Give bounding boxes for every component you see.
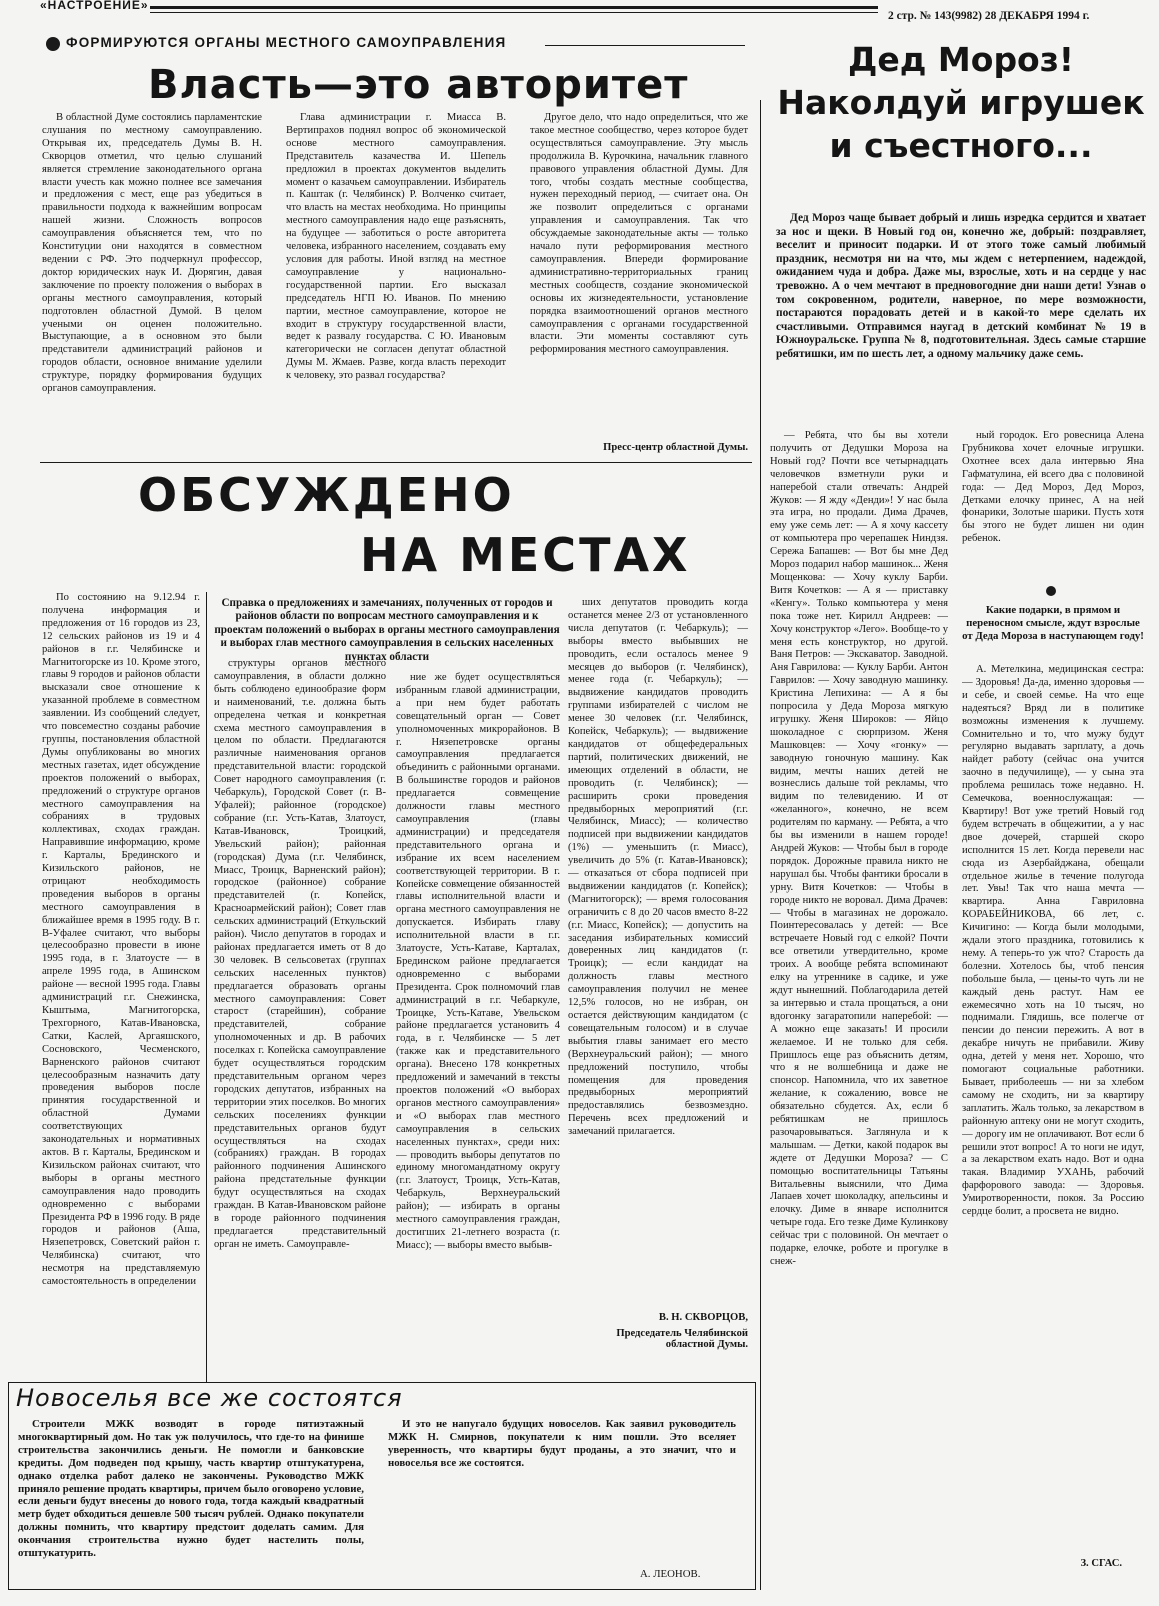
article3-col2-text: И это не напугало будущих новоселов. Как заявил руководитель МЖК Н. Смирнов, покупатели к ним пошли. Это вселяет уверенность, что квартиры будут проданы, а это значит, что и новоселья все же состоятся. bbox=[388, 1418, 736, 1469]
article1-headline: Власть—это авторитет bbox=[148, 62, 689, 108]
article4-headline bbox=[776, 38, 1146, 167]
article4-col2-text: ный городок. Его ровесница Алена Грубникова хочет елочные игрушки. Охотнее всех дала интервью Яна Гафматулина, ей всего два с половиной года: — Дед Мороз, Дед Мороз, Детками елочку принес, А на ней фонарики, Золотые шарики. Пусть хотя бы этого не будет лишен ни один ребенок. bbox=[962, 430, 1144, 545]
article1-col2 bbox=[286, 112, 506, 452]
article2-col-rule bbox=[206, 592, 207, 1382]
divider-vertical-right bbox=[760, 100, 761, 1590]
article2-col1-text: По состоянию на 9.12.94 г. получена информация и предложения от 16 городов из 23, 12 сельских районов из 19 и 4 районов в г.г. Челябинске и Магнитогорске из 10. Кроме этого, главы 9 городов и районов области высказали свое отношение к указанной проблеме в совместном заявлении. Из сообщений следует, что повсеместно созданы рабочие группы, постановления областной Думы опубликованы во многих местных газетах, идет обсуждение проектов положений о выборах, предложений о структуре органов местного самоуправления на собраниях в трудовых коллективах, сходах граждан. Направившие информацию, кроме г. Карталы, Брединского и Кизильского районов, не отрицают необходимость проведения выборов в органы местного самоуправления в ближайшее время в 1995 году. В г. В-Уфалее считают, что выборы целесообразно провести в июне 1995 года, в г. Златоусте — в апреле 1995 года, в Ашинском районе — весной 1995 года. Главы администраций г.г. Снежинска, Кыштыма, Магнитогорска, Трехгорного, Катав-Ивановска, Сатки, Каслей, Аргаяшского, Сосновского, Чесменского, Варненского районов считают целесообразным назначить дату проведения выборов после принятия государственной и областной Думами соответствующих законодательных и нормативных актов. В г. Карталы, Брединском и Кизильском районах считают, что выборы в органы местного самоуправления надо проводить одновременно с выборами Президента РФ в 1996 году. В ряде городов и районов (Аша, Нязепетровск, Советский район г. Челябинска) считают, что несмотря на представляемую самостоятельность в определении bbox=[42, 592, 200, 1288]
article4-col2 bbox=[962, 430, 1144, 578]
divider-article1-bottom bbox=[40, 462, 752, 463]
article2-signature-title: Председатель Челябинской областной Думы. bbox=[616, 1328, 748, 1350]
article2-col1 bbox=[42, 592, 200, 1390]
rubric-text: ФОРМИРУЮТСЯ ОРГАНЫ МЕСТНОГО САМОУПРАВЛЕНИЯ bbox=[66, 35, 507, 50]
article2-col4-text: ших депутатов проводить когда останется менее 2/3 от установленного числа депутатов (г. Чебаркуль); — выборы вместо выбывших не проводить, если осталось менее 9 месяцев до выборов (г. Челябинск), менее года (г. Чебаркуль); — выдвижение кандидатов проводить группами избирателей с числом не менее 30 человек (г.г. Челябинск, Копейск, Чебаркуль); — выдвижение кандидатов от общефедеральных партий, политических движений, не имеющих отделений в области, не проводить (г. Челябинск); — расширить сроки проведения предвыборных мероприятий (г.г. Челябинск, Миасс); — количество подписей при выдвижении кандидатов (1%) — уменьшить (г. Миасс), увеличить до 5% (г. Катав-Ивановск); — отказаться от сбора подписей при выдвижении кандидатов (г. Копейск); (Магнитогорск); — время голосования ограничить с 8 до 20 часов вместо 8-22 (г.г. Миасс, Копейск); — допустить на заседания избирательных комиссий доверенных лиц кандидатов (г. Троицк); — если кандидат на должность главы местного самоуправления получил не менее 12,5% голосов, но не избран, он остается действующим кандидатом (с совещательным голосом) и в случае выбытия главы занимает его место (Верхнеуральский район); — много предложений поступило, чтобы помещения для проведения предвыборных мероприятий предоставлялись безвозмездно. Перечень всех предложений и замечаний прилагается. bbox=[568, 597, 748, 1138]
article1-col3 bbox=[530, 112, 748, 434]
article2-headline-line2: НА МЕСТАХ bbox=[360, 528, 691, 582]
article2-intro: Справка о предложениях и замечаниях, полученных от городов и районов области по вопросам местного самоуправления и к проектам положений о выборах в органы местного самоуправления и выборах глав местного самоуправления в сельских населенных пунктах области bbox=[214, 597, 560, 663]
masthead-paper-name: «НАСТРОЕНИЕ» bbox=[40, 0, 149, 12]
article3-headline: Новоселья все же состоятся bbox=[16, 1384, 403, 1412]
article4-question: Какие подарки, в прямом и переносном смысле, ждут взрослые от Деда Мороза в наступающем году! bbox=[962, 604, 1144, 642]
article4-col1 bbox=[770, 430, 948, 1600]
article1-col3-text: Другое дело, что надо определиться, что же такое местное сообщество, через которое будет осуществляться самоуправление. Эту мысль продолжила В. Курочкина, начальник главного правового управления областной Думы. Для того, чтобы создать местные сообщества, нужен переходный период, — считает она. Он же позволит определиться с органами управления и самоуправления. Так что обсуждаемые законодательные акты — только начало пути реформирования местного самоуправления. Впереди формирование административно-территориальных границ местных сообществ, создание экономической основы их жизнедеятельности, установление порядка взаимоотношений органов местного самоуправления с органами государственной власти. Эти моменты составляют суть реформирования местного самоуправления. bbox=[530, 112, 748, 356]
article4-signature: З. СГАС. bbox=[1080, 1558, 1122, 1569]
article2-col2 bbox=[214, 658, 386, 1388]
article3-col2 bbox=[388, 1418, 736, 1536]
article2-col3 bbox=[396, 672, 560, 1388]
article3-signature: А. ЛЕОНОВ. bbox=[640, 1568, 701, 1580]
masthead-rule bbox=[150, 6, 878, 9]
rubric-icon bbox=[46, 37, 60, 51]
article4-col1-text: — Ребята, что бы вы хотели получить от Дедушки Мороза на Новый год? Почти все четырнадцать человечков взметнули руки и наперебой стали отвечать: Андрей Жуков: — Я жду «Денди»! У нас была эта игра, но продали. Дима Драчев, ему уже семь лет: — А я хочу кассету от компьютера про черепашек Ниндзя. Сережа Бапашев: — Вот бы мне Дед Мороз подарил набор машинок... Женя Мощенкова: — Хочу куклу Барби. Витя Кочетков: — А я — приставку «Кенгу». Только компьютера у меня пока тоже нет. Кирилл Андреев: — Хочу конструктор «Лего». Вообще-то у меня есть конструктор, но другой. Ваня Петров: — Экскаватор. Заводной. Аня Гаврилова: — Куклу Барби. Антон Гаврилов: — Хочу заводную машинку. Кристина Лепихина: — А я бы попросила у Деда Мороза мягкую игрушку. Женя Широков: — Яйцо шоколадное с сюрпризом. Женя Машковцев: — Хочу «гонку» — заводную гоночную машину. Как видим, мечты наших детей не вознеслись дальше той рекламы, что видим по телевидению. И от «желанного», конечно, не всем родителям по карману. — Ребята, а что бы вы изменили в нашем городе! Андрей Жуков: — Чтобы был в городе порядок. Дорожные правила никто не нарушал бы. Чтобы фантики бросали в урну. Витя Кочетков: — Чтобы в городе никто не воровал. Дима Драчев: — Чтобы в магазинах не дорожало. Поинтересовалась у детей: — Все встречаете Новый год с елкой? Почти все ответили утвердительно, кроме троих. А вообще ребята вспоминают елку на утреннике в садике, и уже ждут нынешний. Поблагодарила детей за интервью и стала прощаться, а они вдогонку загаратопили наперебой: — А можно еще заказать! И просили желаемое. И не только для себя. Пришлось еще раз объяснить детям, что я не волшебница и даже не спонсор. Напомнила, что их заветное желание, к сожалению, вовсе не обязательно сбудется. Ах, если б ребятишкам не пришлось разочаровываться. Заглянула и к малышам. — Детки, какой подарок вы ждете от Дедушки Мороза? — С помощью воспитательницы Татьяны Витальевны выяснили, что Дима Лапаев хочет шоколадку, апельсины и елочку. Диме в январе исполнится четыре года. Его тезке Диме Кулинкову сейчас три с половиной. Он мечтает о подарке, елочке, роботе и прогулке в снеж- bbox=[770, 430, 948, 1267]
article4-col2b bbox=[962, 664, 1144, 1550]
article2-col2-text: структуры органов местного самоуправления, в области должно быть соблюдено единообразие форм и наименований, т.е. должна быть определена четкая и конкретная схема местного самоуправления в целом по области. Предлагаются различные наименования органов представительной власти: городской Совет народного самоуправления (г. Чебаркуль), Городской Совет (г. В-Уфалей); районное (городское) собрание (г.г. Усть-Катав, Златоуст, Катав-Ивановск, Троицкий, Увельский район); районная (городская) Дума (г.г. Челябинск, Миасс, Троицк, Варненский район); городское (районное) собрание представителей (г. Копейск, Красноармейский район); Совет глав сельских администраций (Еткульский район). Число депутатов в городах и районах предлагается иметь от 8 до 30 человек. В сельсоветах (группах сельских населенных пунктов) предлагается образовать органы местного самоуправления: Совет старост (старейшин), собрание представителей, собрание уполномоченных и др. В рабочих поселках г. Копейска самоуправление будет осуществляться городским представительным органом через городских депутатов, избранных на территории этих поселков. Во многих сельских поселениях функции представительных органов будут осуществляться на сходах (собраниях) граждан. В городах районного подчинения Ашинского района предстательные функции будут осуществляться на сходах граждан. В Катав-Ивановском районе в городе районного подчинения предлагается представительный орган не иметь. Самоуправле- bbox=[214, 658, 386, 1250]
article2-col3-text: ние же будет осуществляться избранным главой администрации, а при нем будет работать совещательный орган — Совет уполномоченных микрорайонов. В г. Нязепетровске органы самоуправления предлагается объединить с районными органами. В большинстве городов и районов предлагается совмещение должности главы местного самоуправления (главы администрации) и председателя представительного органа и избрание их всем населением соответствующей территории. В г. Копейске совмещение обязанностей главы исполнительной власти и органа местного самоуправления не допускается. Избирать главу исполнительной власти в г.г. Златоусте, Усть-Катаве, Карталах, Брединском районе предлагается одновременно с выборами Президента. Срок полномочий глав администраций в г.г. Чебаркуле, Троицке, Усть-Катаве, Увельском районе предлагается установить 4 года, в г. Челябинске — 5 лет (также как и представительного органа). Внесено 178 конкретных предложений и замечаний в тексты проектов положений «О выборах органов местного самоуправления» и «О выборах глав местного самоуправления в сельских населенных пунктах», среди них: — проводить выборы депутатов по единому многомандатному округу (г.г. Златоуст, Троицк, Усть-Катав, Чебаркуль, Верхнеуральский район); — избирать в органы местного самоуправления граждан, достигших 21-летнего возраста (г. Миасс); — выборы вместо выбыв- bbox=[396, 672, 560, 1251]
article4-col2b-text: А. Метелкина, медицинская сестра: — Здоровья! Да-да, именно здоровья — и себе, и своей семье. На что еще надеяться? Вряд ли в политике возможны изменения к лучшему. Сомнительно и то, что мужу будут регулярно выдавать зарплату, а дочь найдет работу (сейчас она учится заочно в педучилище), — у сына эта проблема решилась тоже недавно. Н. Семечкова, военнослужащая: — Квартиру! Вот уже третий Новый год будем встречать в общежитии, а у нас двое дочерей, старшей скоро исполнится 15 лет. Когда перевели нас сюда из Азербайджана, обещали отдельное жилье в течение полугода лет. Увы! Так что наша мечта — квартира. Анна Гавриловна КОРАБЕЙНИКОВА, 66 лет, с. Кичигино: — Когда были молодыми, ждали этого праздника, готовились к нему. А теперь-то уж что? Старость да болезни. Хотелось бы, чтоб пенсия побольше была, — цены-то чуть ли не каждый день растут. Нам ее ежемесячно хоть на 10 тысяч, но поднимали. Глядишь, все полегче от пенсии до пенсии пережить. А вот в декабре ничуть не прибавили. Живу одна, детей у меня нет. Хорошо, что помогают социальные работники. Бывает, приболеешь — ни за хлебом самому не сходить, ни за квартиру заплатить. Жаль только, за лекарством в районную аптеку они не могут сходить, — дорогу им не оплачивают. Вот если б решили этот вопрос! А то ноги не идут, а за лекарством ехать надо. Вот и одна такая. Владимир УХАНЬ, рабочий фарфорового завода: — Здоровья. Умиротворенности, покоя. За Россию сердце болит, а просвета не видно. bbox=[962, 664, 1144, 1218]
article4-headline-line2: Наколдуй игрушек bbox=[777, 83, 1145, 122]
article2-signature-name: В. Н. СКВОРЦОВ, bbox=[658, 1312, 748, 1323]
article1-signature: Пресс-центр областной Думы. bbox=[603, 442, 748, 453]
article1-col1-text: В областной Думе состоялись парламентские слушания по местному самоуправлению. Открывая их, председатель Думы В. Н. Скворцов отметил, что целью слушаний является стремление законодательного органа власти учесть как можно полнее все замечания и предложения с мест, еще раз убедиться в правильности подхода к важнейшим вопросам нашей жизни. Сложность вопросов самоуправления объясняется тем, что по Конституции они находятся в совместном ведении с РФ. Это подчеркнул профессор, доктор юридических наук И. Дюрягин, давая заключение по проекту положения о выборах в органы местного самоуправления, который подготовлен областной Думой. В целом учеными он оценен положительно. Выступающие, а в основном это были представители администраций районов и городов области, основное внимание уделили структуре, порядку формирования будущих органов самоуправления. bbox=[42, 112, 262, 395]
masthead-issue-line: 2 стр. № 143(9982) 28 ДЕКАБРЯ 1994 г. bbox=[888, 10, 1090, 22]
article1-col2-text: Глава администрации г. Миасса В. Вертипрахов поднял вопрос об экономической основе местного самоуправления. Представитель казачества И. Шепель предложил в проектах документов выделить момент о казачьем самоуправлении. Избиратель п. Каштак (г. Челябинск) Р. Волченко считает, что власть на местах необходима. Но принципы местного самоуправления надо еще разъяснять, на будущее — заботиться о росте авторитета человека, избранного населением, создавать ему условия для работы. Иной взгляд на местное самоуправление у национально-государственной партии. Его высказал председатель НГП Ю. Иванов. По мнению партии, местное самоуправление, которое не входит в структуру государственной власти, ведет к развалу государства. С Ю. Ивановым категорически не согласен депутат областной Думы М. Жмаев. Разве, когда власть переходит к человеку, это развал государства? bbox=[286, 112, 506, 382]
article4-headline-line3: и съестного... bbox=[829, 126, 1093, 165]
masthead-rule-thin bbox=[150, 12, 878, 13]
rubric-rule bbox=[545, 45, 745, 46]
article3-col1-text: Строители МЖК возводят в городе пятиэтажный многоквартирный дом. Но так уж получилось, что где-то на финише строительства закончились деньги. Не помогли и банковские кредиты. Дом подведен под крышу, часть квартир отштукатурена, однако отделка работ далеко не закончены. Руководство МЖК приняло решение продать квартиры, причем было оговорено условие, если деньги будут внесены до нового года, тогда каждый квадратный метр будет обходиться дешевле 500 тысяч рублей. Однако покупатели должны помнить, что квартиру предстоит доделать самим. Для окончания строительства нужно будет настелить полы, отштукатурить. bbox=[18, 1418, 364, 1560]
article3-col1 bbox=[18, 1418, 364, 1578]
article4-headline-line1: Дед Мороз! bbox=[848, 40, 1074, 79]
article2-headline-line1: ОБСУЖДЕНО bbox=[138, 468, 515, 522]
article4-bullet-icon bbox=[1046, 586, 1056, 596]
article2-col4 bbox=[568, 597, 748, 1307]
article4-lead-text: Дед Мороз чаще бывает добрый и лишь изредка сердится и хватает за нос и щеки. В Новый год он, конечно же, добрый: поздравляет, веселит и приносит подарки. И от этого тоже самый любимый праздник, несмотря ни на что, мы ждем с нетерпением, надеждой, ожиданием чуда и добра. Даже мы, взрослые, хоть и на сердце у нас тревожно. А о чем мечтают в предновогодние дни наши дети! Узнав о том сокровенном, родители, наверное, по мере возможности, постараются порадовать детей и в какой-то мере сделать их счастливыми. Отправимся наугад в детский комбинат № 19 в Южноуральске. Группа № 8, подготовительная. Здесь самые старшие ребятишки, им по шесть лет, а одному мальчику даже семь. bbox=[776, 212, 1146, 360]
article4-lead bbox=[776, 212, 1146, 420]
article1-col1 bbox=[42, 112, 262, 442]
